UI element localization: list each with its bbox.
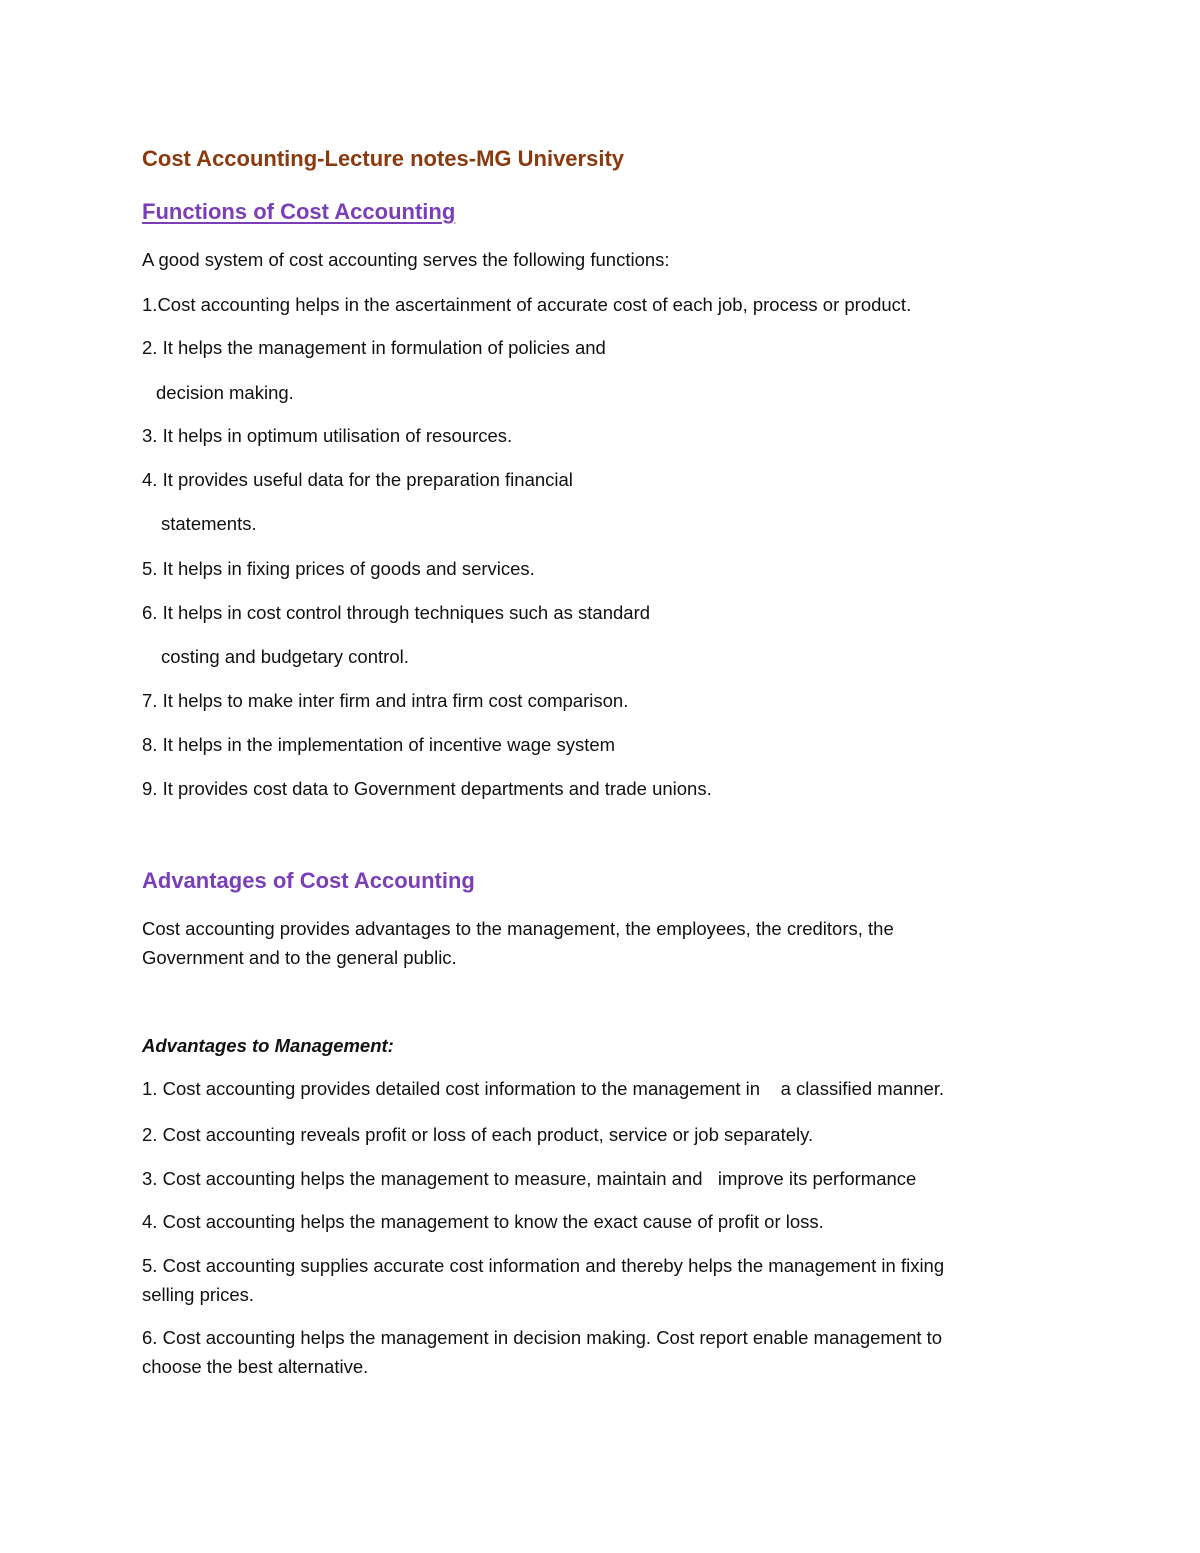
function-item-number: 2. [142, 337, 158, 358]
function-item-text: It helps in cost control through techniques such as standard [157, 602, 651, 623]
functions-intro: A good system of cost accounting serves the following functions: [142, 249, 670, 270]
advantage-item-text: Cost accounting helps the management in decision making. Cost report enable management to [157, 1327, 943, 1348]
function-item-8 [142, 730, 615, 759]
function-item-number: 4. [142, 469, 158, 490]
advantage-item-text: Cost accounting provides detailed cost information to the management in a classified manner. [157, 1078, 945, 1099]
function-item-text: It provides useful data for the preparation financial [157, 469, 573, 490]
function-item-text: It provides cost data to Government departments and trade unions. [157, 778, 712, 799]
advantages-intro-line-2: Government and to the general public. [142, 947, 457, 968]
function-item-number: 7. [142, 690, 158, 711]
function-item-text: It helps in optimum utilisation of resources. [157, 425, 513, 446]
function-item-text: It helps in fixing prices of goods and services. [157, 558, 535, 579]
advantage-item-number: 1. [142, 1078, 158, 1099]
function-item-6-continued: costing and budgetary control. [161, 646, 409, 667]
function-item-text: It helps the management in formulation of policies and [157, 337, 606, 358]
advantage-item-number: 4. [142, 1211, 158, 1232]
functions-heading: Functions of Cost Accounting [142, 199, 456, 224]
advantage-item-5-continued: selling prices. [142, 1284, 255, 1305]
function-item-text: It helps to make inter firm and intra firm cost comparison. [157, 690, 629, 711]
advantage-item-2 [142, 1120, 813, 1149]
function-item-4 [142, 465, 573, 494]
advantage-item-text: Cost accounting helps the management to measure, maintain and improve its performance [157, 1168, 917, 1189]
advantage-item-text: Cost accounting supplies accurate cost information and thereby helps the management in fixing [157, 1255, 945, 1276]
advantages-intro-line-1: Cost accounting provides advantages to the management, the employees, the creditors, the [142, 918, 894, 939]
advantage-item-text: Cost accounting helps the management to know the exact cause of profit or loss. [157, 1211, 824, 1232]
advantages-heading: Advantages of Cost Accounting [142, 868, 475, 893]
function-item-text: It helps in the implementation of incentive wage system [157, 734, 616, 755]
advantage-item-number: 2. [142, 1124, 158, 1145]
function-item-number: 9. [142, 778, 158, 799]
advantage-item-text: Cost accounting reveals profit or loss of each product, service or job separately. [157, 1124, 814, 1145]
function-item-2-continued: decision making. [156, 382, 294, 403]
function-item-9 [142, 774, 712, 803]
function-item-number: 6. [142, 602, 158, 623]
advantage-item-6-continued: choose the best alternative. [142, 1356, 369, 1377]
advantage-item-3 [142, 1164, 916, 1193]
function-item-number: 5. [142, 558, 158, 579]
advantage-item-6 [142, 1323, 942, 1352]
function-item-6 [142, 598, 650, 627]
advantage-item-number: 6. [142, 1327, 158, 1348]
function-item-number: 1. [142, 294, 158, 315]
management-subheading: Advantages to Management: [142, 1035, 394, 1056]
function-item-number: 3. [142, 425, 158, 446]
advantage-item-number: 3. [142, 1168, 158, 1189]
document-title: Cost Accounting-Lecture notes-MG University [142, 146, 625, 171]
advantage-item-4 [142, 1207, 824, 1236]
function-item-7 [142, 686, 628, 715]
function-item-3 [142, 421, 512, 450]
advantage-item-5 [142, 1251, 944, 1280]
function-item-5 [142, 554, 535, 583]
function-item-text: Cost accounting helps in the ascertainment of accurate cost of each job, process or product. [157, 294, 912, 315]
advantage-item-1 [142, 1074, 944, 1103]
function-item-1 [142, 290, 911, 319]
function-item-2 [142, 333, 606, 362]
advantage-item-number: 5. [142, 1255, 158, 1276]
function-item-4-continued: statements. [161, 513, 257, 534]
function-item-number: 8. [142, 734, 158, 755]
